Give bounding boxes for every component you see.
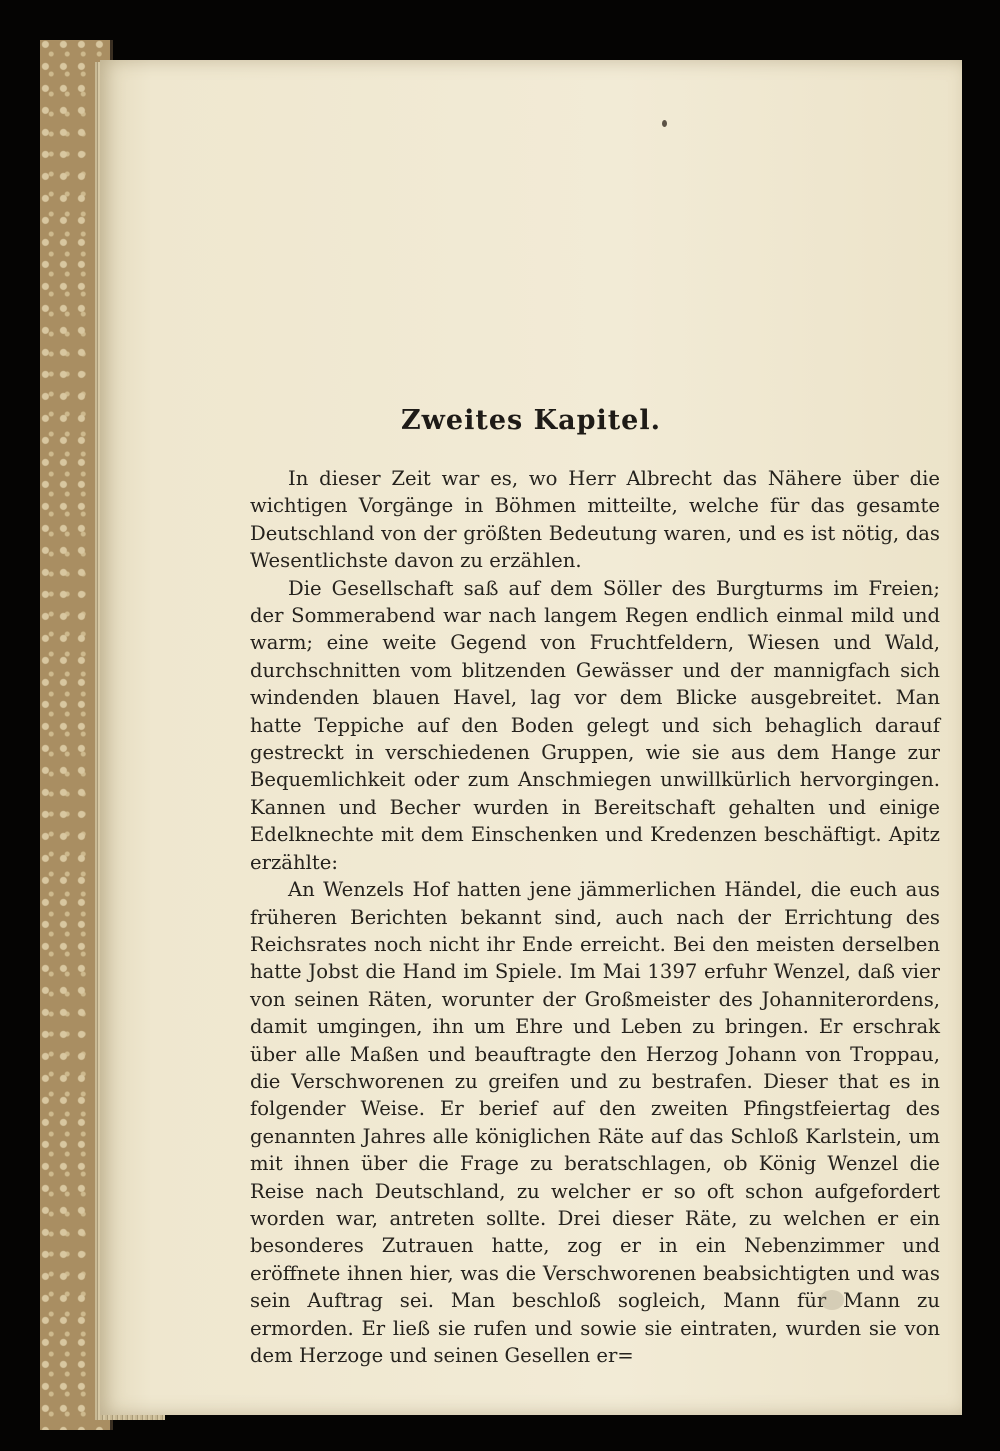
chapter-title: Zweites Kapitel. xyxy=(400,405,662,436)
page-mark xyxy=(662,120,667,127)
paragraph: Die Gesellschaft saß auf dem Söller des Burgturms im Freien; der Sommerabend war nach langem Regen endlich einmal mild und warm; eine weite Gegend von Fruchtfeldern, Wiesen und Wald, durchschnitten vom blitzenden Gewässer und der mannigfach sich windenden blauen Havel, lag vor dem Blicke ausgebreitet. Man hatte Teppiche auf den Boden gelegt und sich behaglich darauf gestreckt in verschiedenen Gruppen, wie sie aus dem Hange zur Bequemlichkeit oder zum Anschmiegen unwillkürlich hervorgingen. Kannen und Becher wurden in Bereitschaft gehalten und einige Edelknechte mit dem Einschenken und Kredenzen beschäftigt. Apitz erzählte: xyxy=(250,576,940,874)
paragraph: In dieser Zeit war es, wo Herr Albrecht das Nähere über die wichtigen Vorgänge in Böhmen mitteilte, welche für das gesamte Deutschland von der größten Bedeutung waren, und es ist nötig, das Wesentlichste davon zu erzählen. xyxy=(250,467,940,573)
body-text xyxy=(250,465,940,1369)
book-page xyxy=(100,60,962,1415)
paragraph: An Wenzels Hof hatten jene jämmerlichen Händel, die euch aus früheren Berichten bekannt sind, auch nach der Errichtung des Reichsrates noch nicht ihr Ende erreicht. Bei den meisten derselben hatte Jobst die Hand im Spiele. Im Mai 1397 erfuhr Wenzel, daß vier von seinen Räten, worunter der Großmeister des Johanniterordens, damit umgingen, ihn um Ehre und Leben zu bringen. Er erschrak über alle Maßen und beauftragte den Herzog Johann von Troppau, die Verschworenen zu greifen und zu bestrafen. Dieser that es in folgender Weise. Er berief auf den zweiten Pfingstfeiertag des genannten Jahres alle königlichen Räte auf das Schloß Karlstein, um mit ihnen über die Frage zu beratschlagen, ob König Wenzel die Reise nach Deutschland, zu welcher er so oft schon aufgefordert worden war, antreten sollte. Drei dieser Räte, zu welchen er ein besonderes Zutrauen hatte, zog er in ein Nebenzimmer und eröffnete ihnen hier, was die Verschworenen beabsichtigten und was sein Auftrag sei. Man beschloß sogleich, Mann für Mann zu ermorden. Er ließ sie rufen und sowie sie eintraten, wurden sie von dem Herzoge und seinen Gesellen er= xyxy=(250,878,940,1367)
page-stain xyxy=(820,1290,844,1310)
